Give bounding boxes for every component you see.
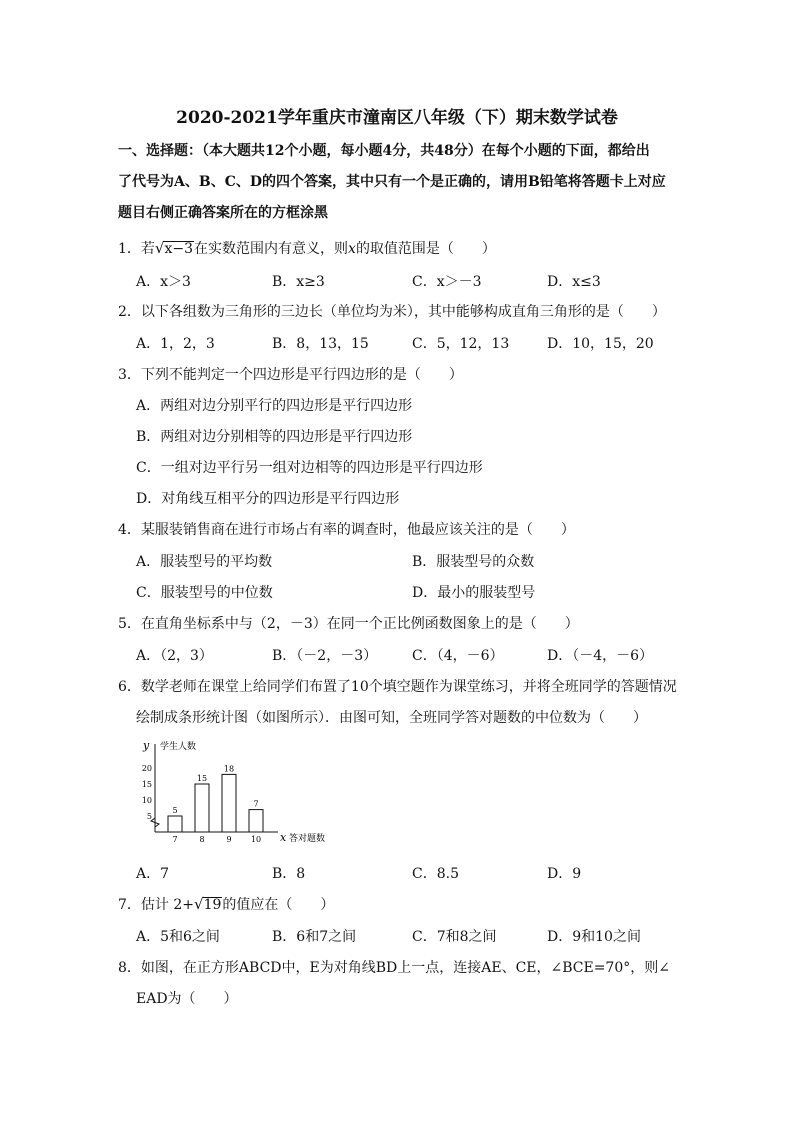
q6-option-c[interactable]: C．8.5 xyxy=(412,866,459,882)
q5-option-b[interactable]: B．（－2，－3） xyxy=(272,648,378,664)
y-tick-label: 10 xyxy=(141,796,152,805)
section-instructions xyxy=(118,136,688,229)
q1-var: x xyxy=(348,241,356,257)
q6-option-b[interactable]: B．8 xyxy=(272,866,306,882)
y-tick-label: 20 xyxy=(141,764,152,773)
q3-option-c[interactable]: C．一组对边平行另一组对边相等的四边形是平行四边形 xyxy=(136,460,483,476)
q1-option-c[interactable]: C．x＞－3 xyxy=(412,274,482,290)
q2-option-a[interactable]: A．1，2，3 xyxy=(136,336,215,352)
q4-option-d[interactable]: D．最小的服装型号 xyxy=(412,585,536,601)
bar-chart xyxy=(138,738,348,848)
bar xyxy=(195,784,209,832)
sqrt-icon: √ xyxy=(194,895,204,913)
q7-tail: 的值应在（ ） xyxy=(222,897,335,913)
q2-option-d[interactable]: D．10，15，20 xyxy=(547,336,654,352)
bar-value-label: 7 xyxy=(253,799,259,809)
q1-radicand: x−3 xyxy=(164,241,194,257)
q3-option-d[interactable]: D．对角线互相平分的四边形是平行四边形 xyxy=(136,491,400,507)
y-axis-letter: y xyxy=(143,739,150,752)
bar xyxy=(249,810,263,832)
question-6-line-1: 6．数学老师在课堂上给同学们布置了10个填空题作为课堂练习，并将全班同学的答题情况 xyxy=(118,679,677,695)
section-line-1: 一、选择题：（本大题共12个小题，每小题4分，共48分）在每个小题的下面，都给出 xyxy=(118,143,650,159)
q1-number: 1．若 xyxy=(118,241,155,257)
question-4: 4．某服装销售商在进行市场占有率的调查时，他最应该关注的是（ ） xyxy=(118,522,575,538)
q6-option-d[interactable]: D．9 xyxy=(547,866,582,882)
bar xyxy=(222,774,236,832)
question-3: 3．下列不能判定一个四边形是平行四边形的是（ ） xyxy=(118,367,463,383)
y-tick-label: 15 xyxy=(141,780,152,789)
q2-option-b[interactable]: B．8，13，15 xyxy=(272,336,369,352)
question-8-line-1: 8．如图，在正方形ABCD中，E为对角线BD上一点，连接AE、CE，∠BCE=70°，则∠ xyxy=(118,960,670,976)
question-5: 5．在直角坐标系中与（2，－3）在同一个正比例函数图象上的是（ ） xyxy=(118,616,579,632)
q7-option-b[interactable]: B．6和7之间 xyxy=(272,929,357,945)
y-tick-label: 5 xyxy=(146,812,152,821)
section-line-2: 了代号为A、B、C、D的四个答案，其中只有一个是正确的，请用B铅笔将答题卡上对应 xyxy=(118,174,666,190)
section-line-3: 题目右侧正确答案所在的方框涂黑 xyxy=(118,205,328,221)
q1-option-d[interactable]: D．x≤3 xyxy=(547,274,601,290)
q2-option-c[interactable]: C．5，12，13 xyxy=(412,336,510,352)
paper-title: 2020-2021学年重庆市潼南区八年级（下）期末数学试卷 xyxy=(176,108,618,128)
x-tick-label: 9 xyxy=(226,835,232,844)
q1-option-a[interactable]: A．x＞3 xyxy=(136,274,191,290)
x-axis-label: 答对题数 xyxy=(289,834,326,844)
bar-value-label: 15 xyxy=(196,774,208,783)
x-tick-label: 10 xyxy=(250,835,262,844)
sqrt-icon: √ xyxy=(154,239,165,257)
x-tick-label: 8 xyxy=(199,835,205,844)
q6-option-a[interactable]: A．7 xyxy=(136,866,170,882)
q4-option-c[interactable]: C．服装型号的中位数 xyxy=(136,585,273,601)
question-8-line-2: EAD为（ ） xyxy=(136,991,238,1007)
q1-mid: 在实数范围内有意义，则 xyxy=(194,241,349,257)
q3-option-a[interactable]: A．两组对边分别平行的四边形是平行四边形 xyxy=(136,398,413,414)
question-1 xyxy=(118,238,496,258)
q3-option-b[interactable]: B．两组对边分别相等的四边形是平行四边形 xyxy=(136,429,413,445)
bar xyxy=(168,816,182,832)
q7-option-a[interactable]: A．5和6之间 xyxy=(136,929,220,945)
question-7 xyxy=(118,894,334,914)
bar-value-label: 18 xyxy=(223,764,235,774)
q4-option-b[interactable]: B．服装型号的众数 xyxy=(412,554,535,570)
question-6-line-2: 绘制成条形统计图（如图所示）．由图可知，全班同学答对题数的中位数为（ ） xyxy=(136,710,647,726)
q7-radicand: 19 xyxy=(203,897,222,913)
x-tick-label: 7 xyxy=(172,835,178,844)
bar-value-label: 5 xyxy=(172,806,178,815)
q1-tail: 的取值范围是（ ） xyxy=(355,241,496,257)
q7-prefix: 7．估计 2+ xyxy=(118,897,194,913)
question-2: 2．以下各组数为三角形的三边长（单位均为米），其中能够构成直角三角形的是（ ） xyxy=(118,304,666,320)
q7-option-c[interactable]: C．7和8之间 xyxy=(412,929,497,945)
x-axis-letter: x xyxy=(280,831,287,844)
q5-option-c[interactable]: C．（4，－6） xyxy=(412,648,504,664)
q4-option-a[interactable]: A．服装型号的平均数 xyxy=(136,554,273,570)
q1-option-b[interactable]: B．x≥3 xyxy=(272,274,325,290)
q5-option-a[interactable]: A．（2，3） xyxy=(136,648,213,664)
y-axis-label: 学生人数 xyxy=(160,742,197,752)
q7-option-d[interactable]: D．9和10之间 xyxy=(547,929,641,945)
q5-option-d[interactable]: D．（－4，－6） xyxy=(547,648,654,664)
